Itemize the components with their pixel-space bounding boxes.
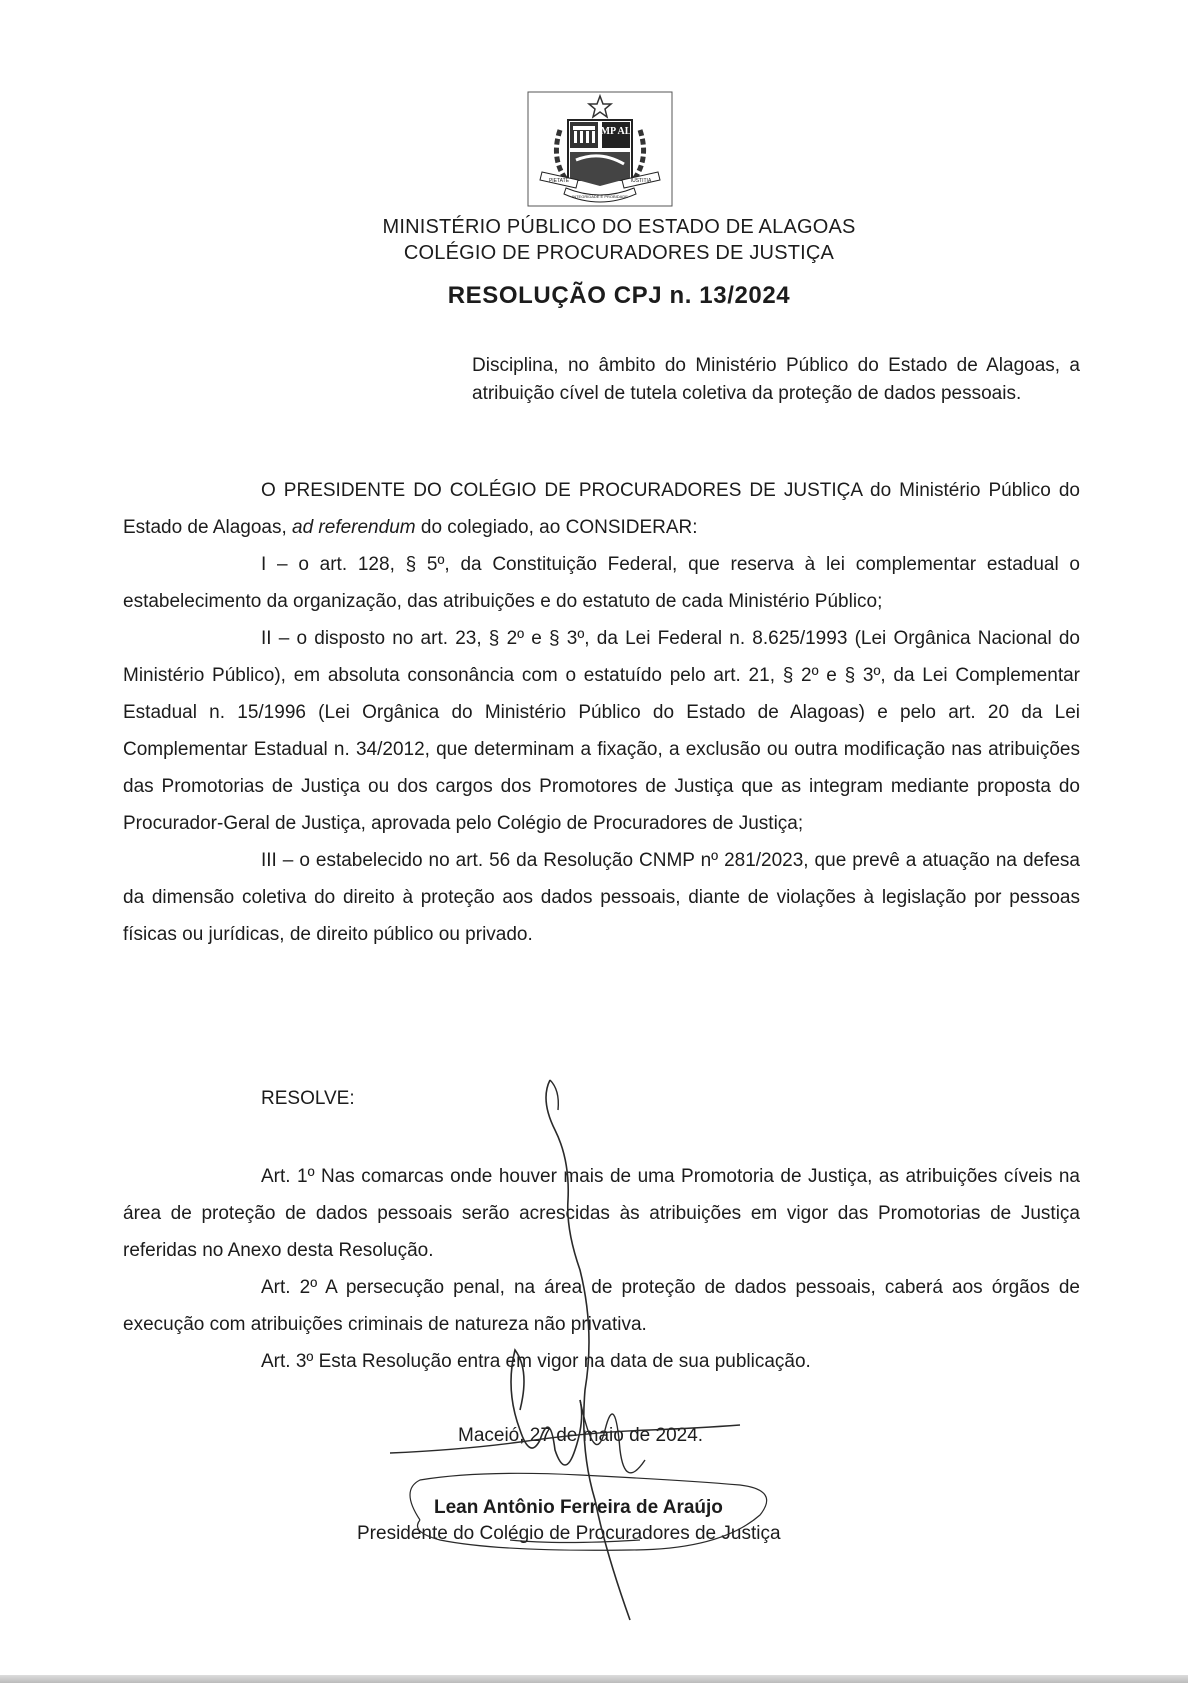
article-item: Art. 1º Nas comarcas onde houver mais de uma Promotoria de Justiça, as atribuições cíveis na área de proteção de dados pessoais serão acrescidas às atribuições em vigor das Promotorias de Justiça referidas no Anexo desta Resolução.	[123, 1166, 1080, 1261]
svg-text:MP AL: MP AL	[600, 126, 632, 137]
scan-edge	[0, 1675, 1188, 1683]
preamble-text-end: do colegiado, ao CONSIDERAR:	[415, 517, 698, 538]
signatory-name: Lean Antônio Ferreira de Araújo	[434, 1497, 723, 1518]
signatory-role: Presidente do Colégio de Procuradores de Justiça	[357, 1523, 781, 1544]
place-and-date: Maceió, 27 de maio de 2024.	[458, 1425, 704, 1446]
consideration-item: II – o disposto no art. 23, § 2º e § 3º, da Lei Federal n. 8.625/1993 (Lei Orgânica Nacional do Ministério Público), em absoluta consonância com o estatuído pelo art. 21, § 2º e § 3º, da Lei Complementar Estadual n. 15/1996 (Lei Orgânica do Ministério Público do Estado de Alagoas) e pelo art. 20 da Lei Complementar Estadual n. 34/2012, que determinam a fixação, a exclusão ou outra modificação nas atribuições das Promotorias de Justiça ou dos cargos dos Promotores de Justiça que as integram mediante proposta do Procurador-Geral de Justiça, aprovada pelo Colégio de Procuradores de Justiça;	[123, 628, 1080, 834]
header-institution: MINISTÉRIO PÚBLICO DO ESTADO DE ALAGOAS	[382, 216, 856, 238]
document-title: RESOLUÇÃO CPJ n. 13/2024	[447, 282, 791, 309]
article-item: Art. 3º Esta Resolução entra em vigor na data de sua publicação.	[261, 1351, 811, 1372]
articles	[123, 1158, 1080, 1380]
mpal-coat-of-arms-logo	[520, 90, 680, 210]
article-item: Art. 2º A persecução penal, na área de proteção de dados pessoais, caberá aos órgãos de execução com atribuições criminais de natureza não privativa.	[123, 1277, 1080, 1335]
svg-text:PIETATE: PIETATE	[548, 178, 570, 184]
preamble-italic: ad referendum	[292, 517, 416, 538]
preamble	[123, 472, 1080, 546]
consideration-item: III – o estabelecido no art. 56 da Resolução CNMP nº 281/2023, que prevê a atuação na defesa da dimensão coletiva do direito à proteção aos dados pessoais, diante de violações à legislação por pessoas físicas ou jurídicas, de direito público ou privado.	[123, 850, 1080, 945]
consideration-item: I – o art. 128, § 5º, da Constituição Federal, que reserva à lei complementar estadual o estabelecimento da organização, das atribuições e do estatuto de cada Ministério Público;	[123, 554, 1080, 612]
svg-text:IUSTITIA: IUSTITIA	[630, 178, 652, 184]
document-body	[123, 472, 1080, 953]
svg-text:INTEGRIDADE E PROBIDADE: INTEGRIDADE E PROBIDADE	[572, 194, 628, 199]
preamble-text: O PRESIDENTE DO COLÉGIO DE PROCURADORES DE JUSTIÇA do Ministério Público do Estado de Alagoas,	[123, 480, 1080, 538]
resolve-heading: RESOLVE:	[261, 1088, 355, 1109]
ementa: Disciplina, no âmbito do Ministério Público do Estado de Alagoas, a atribuição cível de tutela coletiva da proteção de dados pessoais.	[472, 355, 1080, 404]
header-college: COLÉGIO DE PROCURADORES DE JUSTIÇA	[403, 242, 835, 264]
